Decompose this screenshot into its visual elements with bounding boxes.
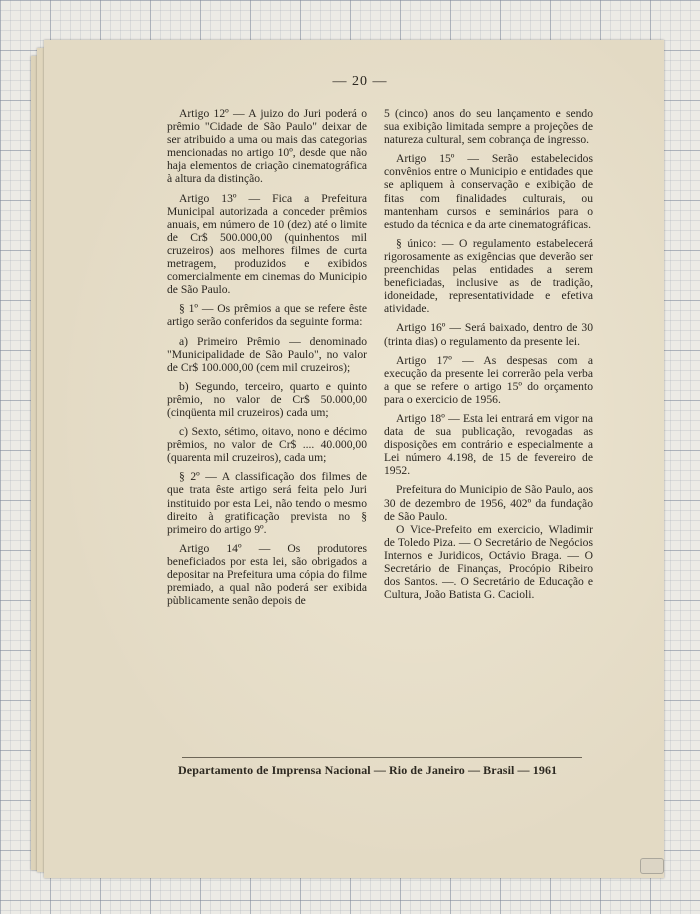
article-14-continued: 5 (cinco) anos do seu lançamento e sendo sua exibição limitada sempre a projeções de natureza cultural, sem cobrança de ingresso. — [384, 107, 593, 147]
article-13-item-b: b) Segundo, terceiro, quarto e quinto prêmio, no valor de Cr$ 50.000,00 (cinqüenta mil cruzeiros) cada um; — [167, 379, 367, 419]
signatories: O Vice-Prefeito em exercicio, Wladimir de Toledo Piza. — O Secretário de Negócios Internos e Juridicos, Octávio Braga. — O Secretário de Finanças, Procópio Ribeiro dos Santos. —. O Secretário de Educação e Cultura, João Batista G. Cacioli. — [384, 522, 593, 602]
promulgation-date: Prefeitura do Municipio de São Paulo, aos 30 de dezembro de 1956, 402º da fundação de São Paulo. — [384, 483, 593, 523]
right-column — [384, 107, 593, 607]
page-number: — 20 — — [332, 74, 388, 89]
article-15-sole-paragraph: § único: — O regulamento estabelecerá rigorosamente as exigências que deverão ser preenchidas pelas entidades a serem beneficiadas, inclusive as de tradição, idoneidade, representatividade e efetiva atividade. — [384, 236, 593, 316]
article-13-paragraph-2: § 2º — A classificação dos filmes de que trata êste artigo será feita pelo Juri instituido por esta Lei, não tendo o mesmo direito à gratificação prevista no § primeiro do artigo 9º. — [167, 470, 367, 536]
footer-rule — [182, 757, 582, 758]
article-17: Artigo 17º — As despesas com a execução da presente lei correrão pela verba a que se refere o artigo 15º do orçamento para o exercicio de 1956. — [384, 353, 593, 406]
footer-imprint: Departamento de Imprensa Nacional — Rio de Janeiro — Brasil — 1961 — [178, 763, 558, 777]
article-13-item-a: a) Primeiro Prêmio — denominado "Municipalidade de São Paulo", no valor de Cr$ 100.000,00 (cem mil cruzeiros); — [167, 334, 367, 374]
article-13-item-c: c) Sexto, sétimo, oitavo, nono e décimo prêmios, no valor de Cr$ .... 40.000,00 (quarenta mil cruzeiros), cada um; — [167, 425, 367, 465]
article-14: Artigo 14º — Os produtores beneficiados por esta lei, são obrigados a depositar na Prefeitura uma cópia do filme premiado, a qual não poderá ser exibida pùblicamente senão depois de — [167, 541, 367, 608]
article-13: Artigo 13º — Fica a Prefeitura Municipal autorizada a conceder prêmios anuais, em número de 10 (dez) até o limite de Cr$ 500.000,00 (quinhentos mil cruzeiros) aos melhores filmes de curta metragem, produzidos e exibidos comercialmente em cinemas do Municipio de São Paulo. — [167, 191, 367, 297]
article-13-paragraph-1: § 1º — Os prêmios a que se refere êste artigo serão conferidos da seguinte forma: — [167, 302, 367, 329]
left-column — [167, 107, 367, 607]
article-15: Artigo 15º — Serão estabelecidos convênios entre o Municipio e entidades que se apliquem à conservação e exibição de fitas com finalidades culturais, ou mantenham cursos e seminários para o estudo da técnica e da arte cinematográficas. — [384, 152, 593, 231]
article-18: Artigo 18º — Esta lei entrará em vigor na data de sua publicação, revogadas as disposições em contrário e especialmente a Lei número 4.198, de 15 de fevereiro de 1952. — [384, 411, 593, 478]
article-12: Artigo 12º — A juizo do Juri poderá o prêmio "Cidade de São Paulo" deixar de ser atribuido a uma ou mais das categorias mencionadas no artigo 10º, desde que não haja elementos de criação cinematográfica à altura da distinção. — [167, 107, 367, 186]
article-16: Artigo 16º — Será baixado, dentro de 30 (trinta dias) o regulamento da presente lei. — [384, 321, 593, 348]
